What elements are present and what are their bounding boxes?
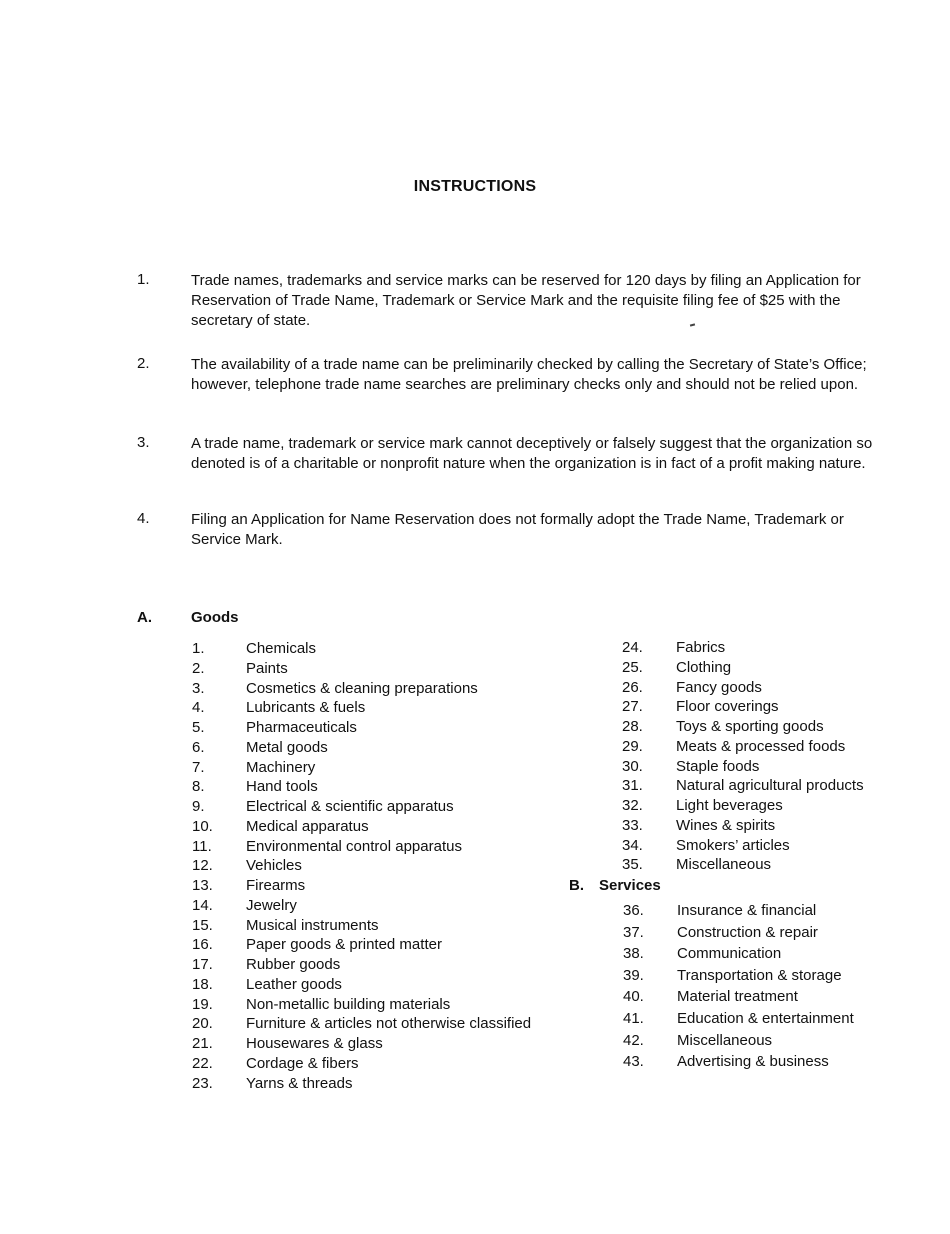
list-item-label: Fabrics xyxy=(676,639,726,656)
list-item-number: 1. xyxy=(192,640,205,657)
list-item xyxy=(623,922,923,944)
goods-letter: A. xyxy=(137,609,152,626)
list-item-label: Transportation & storage xyxy=(677,966,842,984)
list-item-number: 42. xyxy=(623,1031,644,1049)
list-item xyxy=(192,916,572,936)
list-item-number: 30. xyxy=(622,757,643,775)
list-item-label: Medical apparatus xyxy=(246,817,369,835)
list-item-label: Material treatment xyxy=(677,988,798,1006)
list-item-label: Communication xyxy=(677,945,782,963)
list-item-label: Toys & sporting goods xyxy=(676,718,824,735)
list-item-label: Education & entertainment xyxy=(677,1009,854,1027)
list-item-label: Musical instruments xyxy=(246,916,379,934)
list-item-label: Miscellaneous xyxy=(676,856,772,874)
list-item-number: 22. xyxy=(192,1054,213,1072)
list-item-label: Housewares & glass xyxy=(246,1035,383,1052)
list-item xyxy=(192,738,572,758)
list-item-number: 14. xyxy=(192,896,213,914)
list-item-label: Metal goods xyxy=(246,738,328,756)
list-item xyxy=(192,1054,572,1074)
list-item xyxy=(622,757,922,777)
list-item-number: 10. xyxy=(192,817,213,835)
list-item xyxy=(623,1008,923,1030)
list-item-number: 27. xyxy=(622,698,643,716)
list-item-label: Yarns & threads xyxy=(246,1074,353,1092)
list-item xyxy=(192,955,572,975)
list-item-number: 41. xyxy=(623,1009,644,1027)
list-item-number: 5. xyxy=(192,719,205,736)
goods-list-column-2 xyxy=(622,638,922,875)
list-item xyxy=(622,678,922,698)
list-item xyxy=(192,639,572,659)
list-item xyxy=(622,737,922,757)
list-item xyxy=(623,986,923,1008)
list-item xyxy=(192,876,572,896)
list-item xyxy=(622,816,922,836)
list-item-label: Cordage & fibers xyxy=(246,1054,359,1072)
list-item xyxy=(623,1030,923,1052)
list-item xyxy=(192,679,572,699)
list-item xyxy=(622,796,922,816)
list-item xyxy=(622,658,922,678)
instruction-number: 4. xyxy=(137,510,150,527)
list-item-label: Construction & repair xyxy=(677,923,818,941)
services-letter: B. xyxy=(569,877,584,894)
instruction-text: A trade name, trademark or service mark cannot deceptively or falsely suggest that the organization so denoted is of a charitable or nonprofit nature when the organization is in fact of a profit making nature. xyxy=(191,435,873,472)
list-item xyxy=(192,718,572,738)
list-item xyxy=(192,935,572,955)
list-item xyxy=(622,638,922,658)
list-item xyxy=(192,1014,572,1034)
list-item-number: 38. xyxy=(623,945,644,963)
list-item-label: Clothing xyxy=(676,658,732,676)
list-item-label: Electrical & scientific apparatus xyxy=(246,798,454,815)
goods-list-column-1 xyxy=(192,639,572,1093)
list-item xyxy=(192,995,572,1015)
list-item-label: Smokers’ articles xyxy=(676,836,790,854)
instruction-number: 3. xyxy=(137,434,150,451)
list-item-label: Lubricants & fuels xyxy=(246,699,366,717)
list-item-number: 7. xyxy=(192,758,205,776)
list-item-number: 36. xyxy=(623,902,644,919)
list-item-label: Chemicals xyxy=(246,640,317,657)
list-item-number: 25. xyxy=(622,658,643,676)
list-item-label: Floor coverings xyxy=(676,698,779,716)
list-item xyxy=(622,776,922,796)
instruction-text: Trade names, trademarks and service marks can be reserved for 120 days by filing an Application for Reservation of Trade Name, Trademark or Service Mark and the requisite filing fee of $25 with the secretary of state. xyxy=(191,272,861,329)
services-list xyxy=(623,900,923,1073)
list-item-label: Jewelry xyxy=(246,896,297,914)
list-item-number: 32. xyxy=(622,797,643,814)
list-item xyxy=(192,797,572,817)
list-item-number: 29. xyxy=(622,737,643,755)
instruction-text: Filing an Application for Name Reservation does not formally adopt the Trade Name, Trademark or Service Mark. xyxy=(191,511,844,548)
list-item-number: 15. xyxy=(192,916,213,934)
list-item xyxy=(192,1034,572,1054)
list-item-label: Hand tools xyxy=(246,778,318,796)
list-item-label: Machinery xyxy=(246,758,316,776)
list-item xyxy=(192,975,572,995)
list-item-label: Advertising & business xyxy=(677,1053,829,1071)
page-title: INSTRUCTIONS xyxy=(413,178,537,195)
list-item-label: Insurance & financial xyxy=(677,902,817,919)
list-item-number: 12. xyxy=(192,857,213,875)
list-item xyxy=(623,1051,923,1073)
list-item-label: Pharmaceuticals xyxy=(246,719,357,736)
list-item-number: 3. xyxy=(192,679,205,697)
list-item-label: Leather goods xyxy=(246,975,342,993)
list-item xyxy=(192,837,572,857)
list-item-number: 37. xyxy=(623,923,644,941)
list-item-number: 24. xyxy=(622,639,643,656)
instruction-number: 2. xyxy=(137,355,150,372)
list-item-number: 34. xyxy=(622,836,643,854)
list-item-number: 20. xyxy=(192,1015,213,1033)
goods-heading: Goods xyxy=(191,609,239,626)
list-item xyxy=(623,965,923,987)
list-item-label: Cosmetics & cleaning preparations xyxy=(246,679,478,697)
list-item-label: Natural agricultural products xyxy=(676,777,864,795)
list-item-number: 4. xyxy=(192,699,205,717)
list-item xyxy=(623,900,923,922)
list-item-label: Rubber goods xyxy=(246,956,341,973)
list-item-label: Paper goods & printed matter xyxy=(246,936,442,954)
list-item xyxy=(192,777,572,797)
list-item-number: 8. xyxy=(192,778,205,796)
list-item xyxy=(192,659,572,679)
list-item-number: 11. xyxy=(192,837,212,855)
list-item xyxy=(623,943,923,965)
list-item-number: 31. xyxy=(622,777,643,795)
instruction-number: 1. xyxy=(137,271,150,288)
list-item-label: Paints xyxy=(246,659,288,677)
list-item-label: Environmental control apparatus xyxy=(246,837,462,855)
list-item-number: 40. xyxy=(623,988,644,1006)
list-item-number: 39. xyxy=(623,966,644,984)
list-item-label: Vehicles xyxy=(246,857,302,875)
list-item-number: 26. xyxy=(622,678,643,696)
list-item xyxy=(192,817,572,837)
list-item-number: 19. xyxy=(192,995,213,1013)
list-item xyxy=(622,717,922,737)
list-item-label: Meats & processed foods xyxy=(676,737,846,755)
list-item-number: 9. xyxy=(192,798,205,815)
list-item-number: 33. xyxy=(622,816,643,834)
list-item-label: Wines & spirits xyxy=(676,816,776,834)
list-item-number: 28. xyxy=(622,718,643,735)
list-item xyxy=(622,855,922,875)
list-item-number: 43. xyxy=(623,1053,644,1071)
list-item xyxy=(192,1074,572,1094)
list-item-label: Non-metallic building materials xyxy=(246,995,451,1013)
list-item-label: Staple foods xyxy=(676,757,760,775)
list-item xyxy=(192,896,572,916)
list-item-label: Firearms xyxy=(246,877,306,894)
services-heading: Services xyxy=(599,877,661,894)
list-item-label: Light beverages xyxy=(676,797,783,814)
list-item-number: 2. xyxy=(192,659,205,677)
list-item-number: 16. xyxy=(192,936,213,954)
list-item-label: Fancy goods xyxy=(676,678,762,696)
list-item xyxy=(192,758,572,778)
list-item-number: 21. xyxy=(192,1035,213,1052)
list-item-number: 13. xyxy=(192,877,213,894)
list-item xyxy=(622,697,922,717)
list-item xyxy=(192,698,572,718)
instruction-text: The availability of a trade name can be preliminarily checked by calling the Secretary of State’s Office; however, telephone trade name searches are preliminary checks only and should not be relied upon. xyxy=(191,356,867,393)
list-item-label: Miscellaneous xyxy=(677,1031,773,1049)
list-item-label: Furniture & articles not otherwise classified xyxy=(246,1015,532,1033)
list-item-number: 35. xyxy=(622,856,643,874)
list-item-number: 17. xyxy=(192,956,213,973)
list-item xyxy=(622,836,922,856)
list-item-number: 6. xyxy=(192,738,205,756)
list-item-number: 23. xyxy=(192,1074,213,1092)
list-item xyxy=(192,856,572,876)
list-item-number: 18. xyxy=(192,975,213,993)
